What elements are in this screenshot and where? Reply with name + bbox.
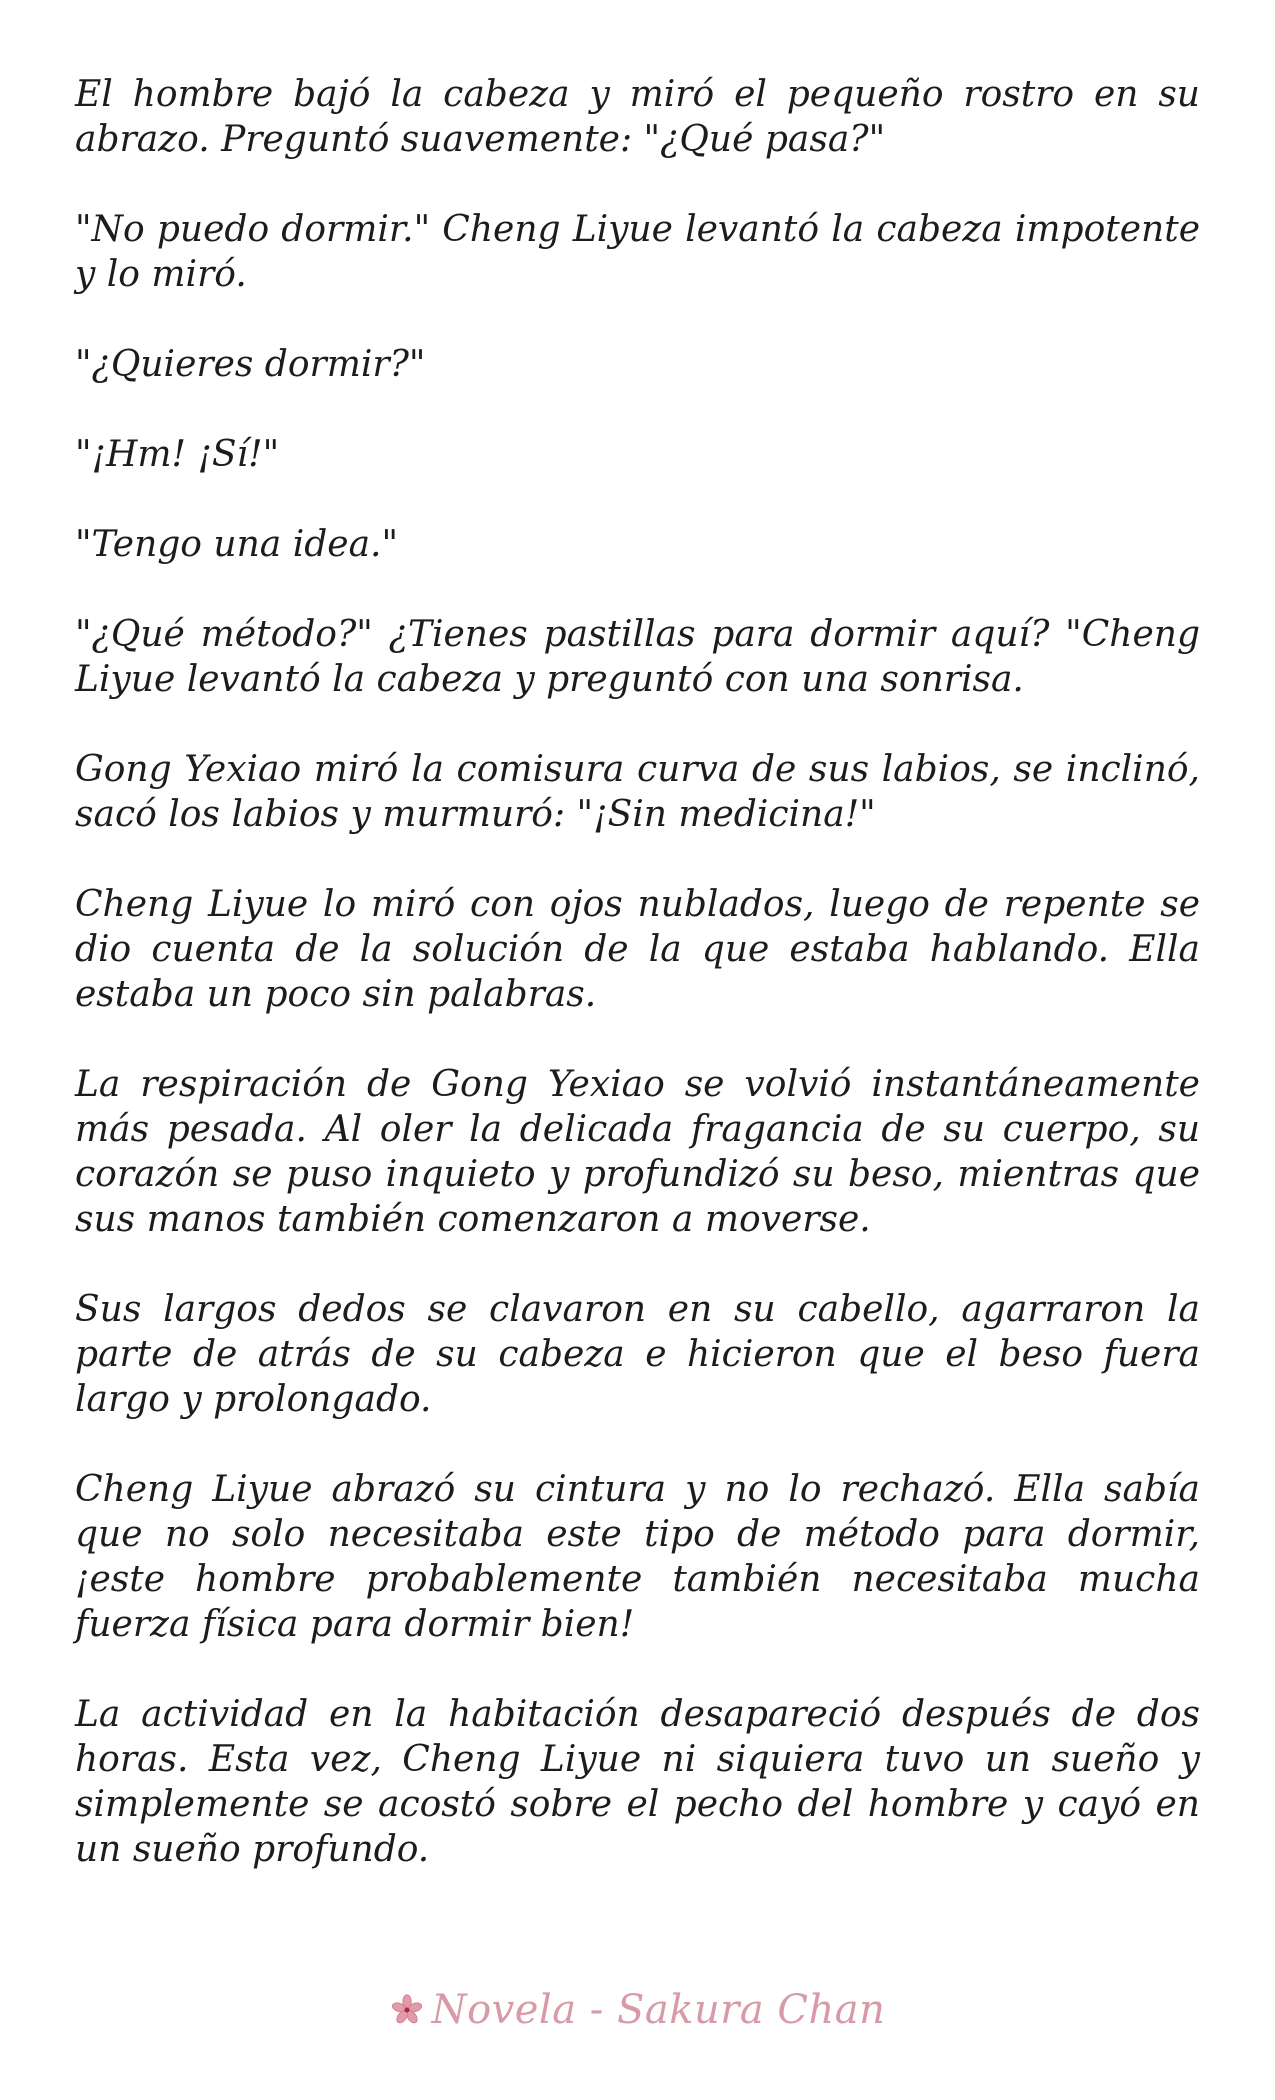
paragraph: Cheng Liyue lo miró con ojos nublados, luego de repente se dio cuenta de la solución de la que estaba hablando. Ella estaba un poco sin palabras.: [75, 884, 1200, 1015]
sakura-flower-icon: [390, 1993, 424, 2027]
paragraph: "¿Qué método?" ¿Tienes pastillas para dormir aquí? "Cheng Liyue levantó la cabeza y preguntó con una sonrisa.: [75, 614, 1200, 700]
paragraph: La actividad en la habitación desapareció después de dos horas. Esta vez, Cheng Liyue ni siquiera tuvo un sueño y simplemente se acostó sobre el pecho del hombre y cayó en un sueño profundo.: [75, 1694, 1200, 1870]
paragraph: "¡Hm! ¡Sí!": [75, 434, 280, 475]
watermark: [0, 1985, 1275, 2035]
paragraph: "No puedo dormir." Cheng Liyue levantó la cabeza impotente y lo miró.: [75, 209, 1200, 295]
paragraph: Cheng Liyue abrazó su cintura y no lo rechazó. Ella sabía que no solo necesitaba este tipo de método para dormir, ¡este hombre probablemente también necesitaba mucha fuerza física para dormir bien!: [75, 1469, 1200, 1645]
paragraph: Sus largos dedos se clavaron en su cabello, agarraron la parte de atrás de su cabeza e hicieron que el beso fuera largo y prolongado.: [75, 1289, 1200, 1420]
watermark-text: Novela - Sakura Chan: [431, 1987, 886, 2033]
paragraph: La respiración de Gong Yexiao se volvió instantáneamente más pesada. Al oler la delicada fragancia de su cuerpo, su corazón se puso inquieto y profundizó su beso, mientras que sus manos también comenzaron a moverse.: [75, 1064, 1200, 1240]
paragraph: "¿Quieres dormir?": [75, 344, 426, 385]
story-text: [75, 72, 1200, 1872]
paragraph: Gong Yexiao miró la comisura curva de sus labios, se inclinó, sacó los labios y murmuró: "¡Sin medicina!": [75, 749, 1200, 835]
paragraph: El hombre bajó la cabeza y miró el pequeño rostro en su abrazo. Preguntó suavemente: "¿Qué pasa?": [75, 74, 1200, 160]
paragraph: "Tengo una idea.": [75, 524, 399, 565]
